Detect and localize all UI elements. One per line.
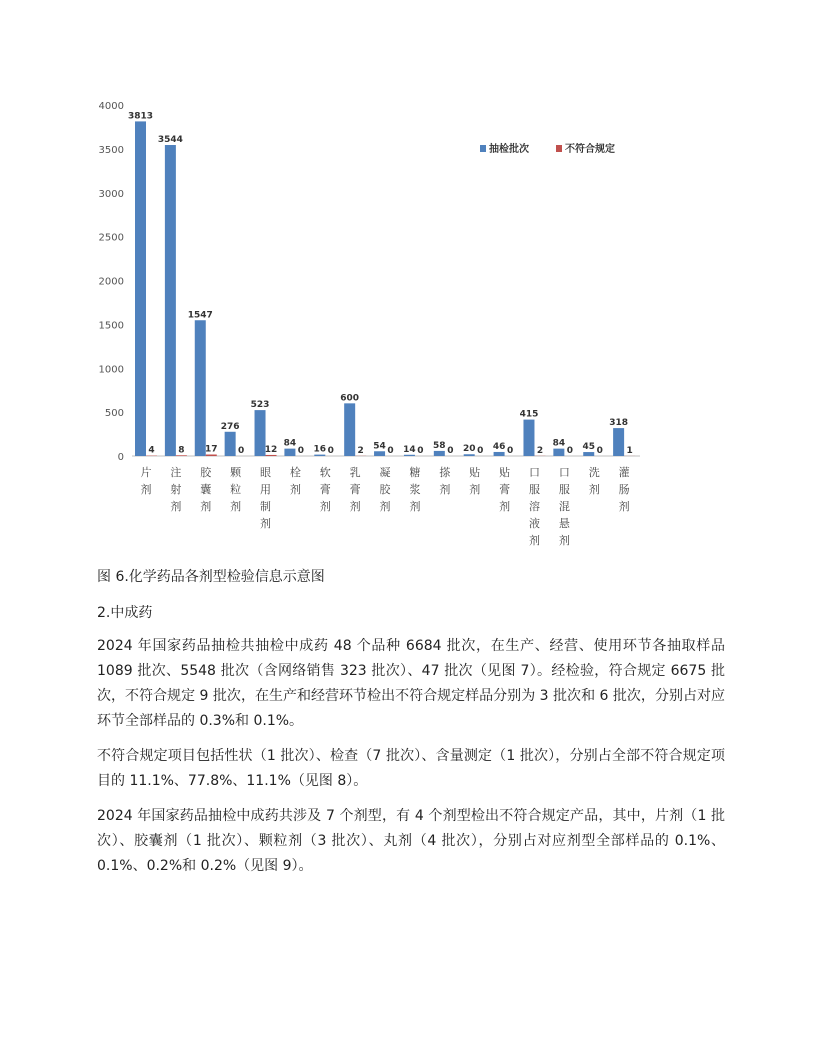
bar-noncompliant bbox=[176, 455, 187, 456]
x-tick-label: 口服溶液剂 bbox=[528, 466, 540, 547]
bar-sampled bbox=[494, 452, 505, 456]
x-axis-categories bbox=[141, 465, 630, 547]
data-label: 0 bbox=[596, 446, 603, 456]
bar-sampled bbox=[165, 145, 176, 456]
x-tick-label: 颗粒剂 bbox=[230, 466, 242, 513]
section-title: 2.中成药 bbox=[97, 605, 153, 621]
data-label: 0 bbox=[477, 446, 484, 456]
data-label: 2 bbox=[536, 445, 544, 456]
bar-sampled bbox=[464, 454, 475, 456]
bar-sampled bbox=[613, 428, 624, 456]
data-label: 3813 bbox=[127, 111, 154, 122]
data-label: 0 bbox=[417, 446, 424, 456]
x-tick-label: 贴膏剂 bbox=[499, 466, 511, 513]
figure-caption: 图 6.化学药品各剂型检验信息示意图 bbox=[97, 569, 325, 585]
data-label: 0 bbox=[447, 446, 454, 456]
y-tick-label: 2000 bbox=[98, 276, 124, 288]
data-label: 1547 bbox=[187, 310, 213, 321]
data-label: 4 bbox=[148, 445, 155, 456]
legend bbox=[480, 142, 615, 155]
bar-sampled bbox=[225, 432, 236, 456]
data-label: 415 bbox=[519, 409, 539, 420]
data-label: 600 bbox=[340, 393, 360, 404]
bar-sampled bbox=[314, 455, 325, 456]
x-tick-label: 胶囊剂 bbox=[200, 466, 212, 513]
x-tick-label: 眼用制剂 bbox=[260, 466, 272, 530]
data-label: 0 bbox=[238, 446, 245, 456]
bar-noncompliant bbox=[206, 455, 217, 456]
x-tick-label: 灌肠剂 bbox=[618, 466, 630, 513]
data-label: 46 bbox=[492, 441, 506, 452]
bar-sampled bbox=[523, 420, 534, 456]
data-label: 20 bbox=[462, 444, 476, 455]
y-tick-label: 3500 bbox=[98, 144, 124, 156]
bar-sampled bbox=[195, 320, 206, 456]
dosage-form-bar-chart bbox=[90, 90, 650, 560]
bar-sampled bbox=[404, 455, 415, 456]
data-label: 0 bbox=[506, 446, 514, 456]
bar-sampled bbox=[135, 121, 146, 456]
bars bbox=[128, 111, 635, 456]
y-tick-label: 500 bbox=[104, 408, 124, 420]
data-label: 16 bbox=[313, 444, 327, 455]
data-label: 0 bbox=[566, 446, 573, 456]
y-tick-label: 0 bbox=[117, 452, 124, 463]
legend-entry: 不符合规定 bbox=[565, 144, 615, 155]
legend-swatch bbox=[480, 145, 486, 152]
legend-entry: 抽检批次 bbox=[489, 144, 529, 155]
y-tick-label: 1000 bbox=[98, 364, 124, 376]
bar-sampled bbox=[374, 451, 385, 456]
y-tick-label: 3000 bbox=[98, 188, 124, 200]
x-tick-label: 软膏剂 bbox=[319, 466, 331, 513]
data-label: 0 bbox=[297, 446, 305, 456]
data-label: 54 bbox=[373, 441, 386, 452]
y-tick-label: 1500 bbox=[98, 320, 124, 332]
legend-swatch bbox=[556, 145, 562, 152]
data-label: 17 bbox=[204, 444, 218, 455]
data-label: 318 bbox=[609, 418, 629, 429]
paragraph-3: 2024 年国家药品抽检中成药共涉及 7 个剂型，有 4 个剂型检出不符合规定产品，其中，片剂（1 批次）、胶囊剂（1 批次）、颗粒剂（3 批次）、丸剂（4 批次），分别占对应剂型全部样品的 0.1%、0.1%、0.2%和 0.2%（见图 9）。 bbox=[97, 808, 725, 874]
data-label: 45 bbox=[582, 442, 596, 453]
data-label: 2 bbox=[357, 445, 364, 456]
bar-sampled bbox=[583, 452, 594, 456]
x-tick-label: 洗剂 bbox=[588, 466, 600, 496]
bar-sampled bbox=[284, 449, 295, 456]
data-label: 84 bbox=[552, 438, 566, 449]
data-label: 523 bbox=[250, 400, 270, 411]
data-label: 3544 bbox=[157, 135, 183, 146]
x-tick-label: 片剂 bbox=[140, 466, 152, 496]
bar-sampled bbox=[344, 403, 355, 456]
y-axis bbox=[99, 101, 640, 463]
y-tick-label: 2500 bbox=[98, 232, 124, 244]
x-tick-label: 糖浆剂 bbox=[409, 466, 421, 513]
bar-noncompliant bbox=[266, 455, 277, 456]
bar-sampled bbox=[553, 449, 564, 456]
data-label: 14 bbox=[403, 444, 416, 455]
x-tick-label: 口服混悬剂 bbox=[558, 466, 570, 547]
data-label: 276 bbox=[220, 421, 240, 432]
x-tick-label: 乳膏剂 bbox=[349, 466, 361, 513]
data-label: 84 bbox=[283, 438, 297, 449]
data-label: 1 bbox=[626, 445, 633, 456]
data-label: 8 bbox=[178, 445, 185, 456]
data-label: 0 bbox=[327, 446, 334, 456]
x-tick-label: 注射剂 bbox=[170, 466, 182, 513]
data-label: 0 bbox=[387, 446, 394, 456]
paragraph-2: 不符合规定项目包括性状（1 批次）、检查（7 批次）、含量测定（1 批次），分别占全部不符合规定项目的 11.1%、77.8%、11.1%（见图 8）。 bbox=[97, 748, 725, 789]
x-tick-label: 贴剂 bbox=[469, 466, 481, 496]
bar-sampled bbox=[434, 451, 445, 456]
data-label: 58 bbox=[433, 440, 446, 451]
y-tick-label: 4000 bbox=[98, 101, 124, 112]
data-label: 12 bbox=[264, 444, 278, 455]
paragraph-1: 2024 年国家药品抽检共抽检中成药 48 个品种 6684 批次，在生产、经营、使用环节各抽取样品 1089 批次、5548 批次（含网络销售 323 批次）、47 批次（见图 7）。经检验，符合规定 6675 批次，不符合规定 9 批次，在生产和经营环节检出不符合规定样品分别为 3 批次和 6 批次，分别占对应环节全部样品的 0.3%和 0.1%。 bbox=[97, 638, 725, 729]
x-tick-label: 凝胶剂 bbox=[379, 466, 391, 513]
x-tick-label: 栓剂 bbox=[289, 466, 301, 496]
x-tick-label: 搽剂 bbox=[439, 466, 451, 496]
